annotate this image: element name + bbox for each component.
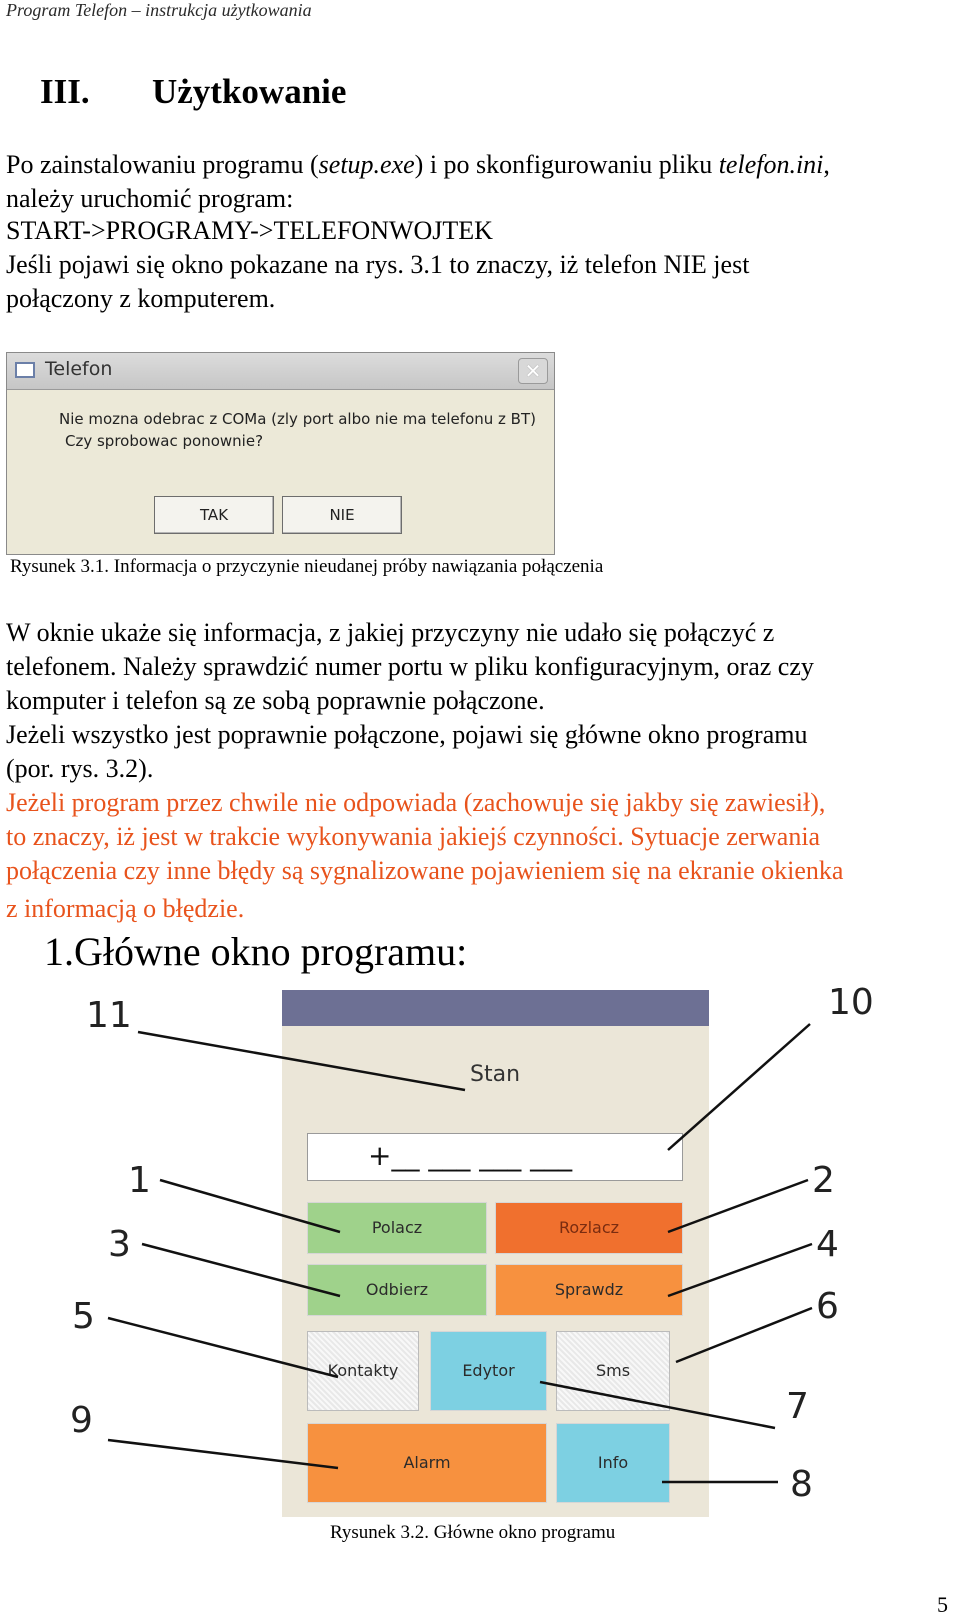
answer-button[interactable]: Odbierz: [307, 1264, 487, 1316]
connect-button[interactable]: Polacz: [307, 1202, 487, 1254]
check-button[interactable]: Sprawdz: [495, 1264, 683, 1316]
warning-line: połączenia czy inne błędy są sygnalizowane pojawieniem się na ekranie okienka: [6, 856, 844, 885]
dialog-message: Nie mozna odebrac z COMa (zly port albo nie ma telefonu z BT): [59, 410, 536, 428]
running-header: Program Telefon – instrukcja użytkowania: [6, 0, 312, 20]
callout-1: 1: [128, 1160, 151, 1201]
info-button[interactable]: Info: [556, 1423, 670, 1503]
callout-4: 4: [816, 1224, 839, 1265]
callout-line-4: [668, 1244, 812, 1296]
callout-5: 5: [72, 1296, 95, 1337]
contacts-button[interactable]: Kontakty: [307, 1331, 419, 1411]
callout-line-7: [540, 1382, 775, 1428]
callout-2: 2: [812, 1160, 835, 1201]
close-icon[interactable]: ✕: [518, 358, 548, 384]
figure-caption: Rysunek 3.1. Informacja o przyczynie nieudanej próby nawiązania połączenia: [10, 556, 604, 577]
yes-button[interactable]: TAK: [154, 496, 274, 534]
dialog-question: Czy sprobowac ponownie?: [65, 432, 264, 450]
callout-line-3: [142, 1244, 340, 1296]
figure-heading: 1.Główne okno programu:: [44, 929, 468, 974]
paragraph-line: komputer i telefon są ze sobą poprawnie połączone.: [6, 686, 545, 715]
paragraph-line: Jeśli pojawi się okno pokazane na rys. 3.1 to znaczy, iż telefon NIE jest: [6, 250, 750, 279]
disconnect-button[interactable]: Rozlacz: [495, 1202, 683, 1254]
editor-button[interactable]: Edytor: [430, 1331, 547, 1411]
callout-line-6: [676, 1308, 812, 1362]
warning-line: Jeżeli program przez chwile nie odpowiada (zachowuje się jakby się zawiesił),: [6, 788, 826, 817]
warning-line: z informacją o błędzie.: [6, 894, 245, 923]
sms-button[interactable]: Sms: [556, 1331, 670, 1411]
paragraph-line: telefonem. Należy sprawdzić numer portu w pliku konfiguracyjnym, oraz czy: [6, 652, 814, 681]
paragraph-line: Jeżeli wszystko jest poprawnie połączone, pojawi się główne okno programu: [6, 720, 808, 749]
paragraph-line: należy uruchomić program:: [6, 184, 294, 213]
callout-line-2: [668, 1180, 808, 1232]
callout-line-11: [138, 1032, 465, 1090]
figure-caption: Rysunek 3.2. Główne okno programu: [330, 1522, 616, 1543]
callout-6: 6: [816, 1286, 839, 1327]
warning-line: to znaczy, iż jest w trakcie wykonywania jakiejś czynności. Sytuacje zerwania: [6, 822, 821, 851]
paragraph-line: połączony z komputerem.: [6, 284, 276, 313]
page-number: 5: [937, 1592, 948, 1617]
callout-line-1: [160, 1180, 340, 1232]
paragraph-line: START->PROGRAMY->TELEFONWOJTEK: [6, 216, 493, 245]
callout-line-5: [108, 1318, 338, 1377]
paragraph-line: Po zainstalowaniu programu (setup.exe) i po skonfigurowaniu pliku telefon.ini,: [6, 150, 830, 179]
callout-10: 10: [828, 982, 874, 1023]
paragraph-line: W oknie ukaże się informacja, z jakiej przyczyny nie udało się połączyć z: [6, 618, 775, 647]
callout-7: 7: [786, 1386, 809, 1427]
status-label: Stan: [470, 1062, 521, 1087]
alarm-button[interactable]: Alarm: [307, 1423, 547, 1503]
section-title: Użytkowanie: [152, 72, 347, 111]
callout-3: 3: [108, 1224, 131, 1265]
paragraph-line: (por. rys. 3.2).: [6, 754, 154, 783]
callout-line-10: [668, 1024, 810, 1150]
dialog-title: Telefon: [45, 358, 113, 380]
section-number: III.: [40, 72, 90, 111]
phone-number-input[interactable]: +__ ___ ___ ___: [307, 1133, 683, 1181]
callout-line-9: [108, 1440, 338, 1468]
callout-9: 9: [70, 1400, 93, 1441]
no-button[interactable]: NIE: [282, 496, 402, 534]
callout-11: 11: [86, 995, 132, 1036]
callout-8: 8: [790, 1464, 813, 1505]
